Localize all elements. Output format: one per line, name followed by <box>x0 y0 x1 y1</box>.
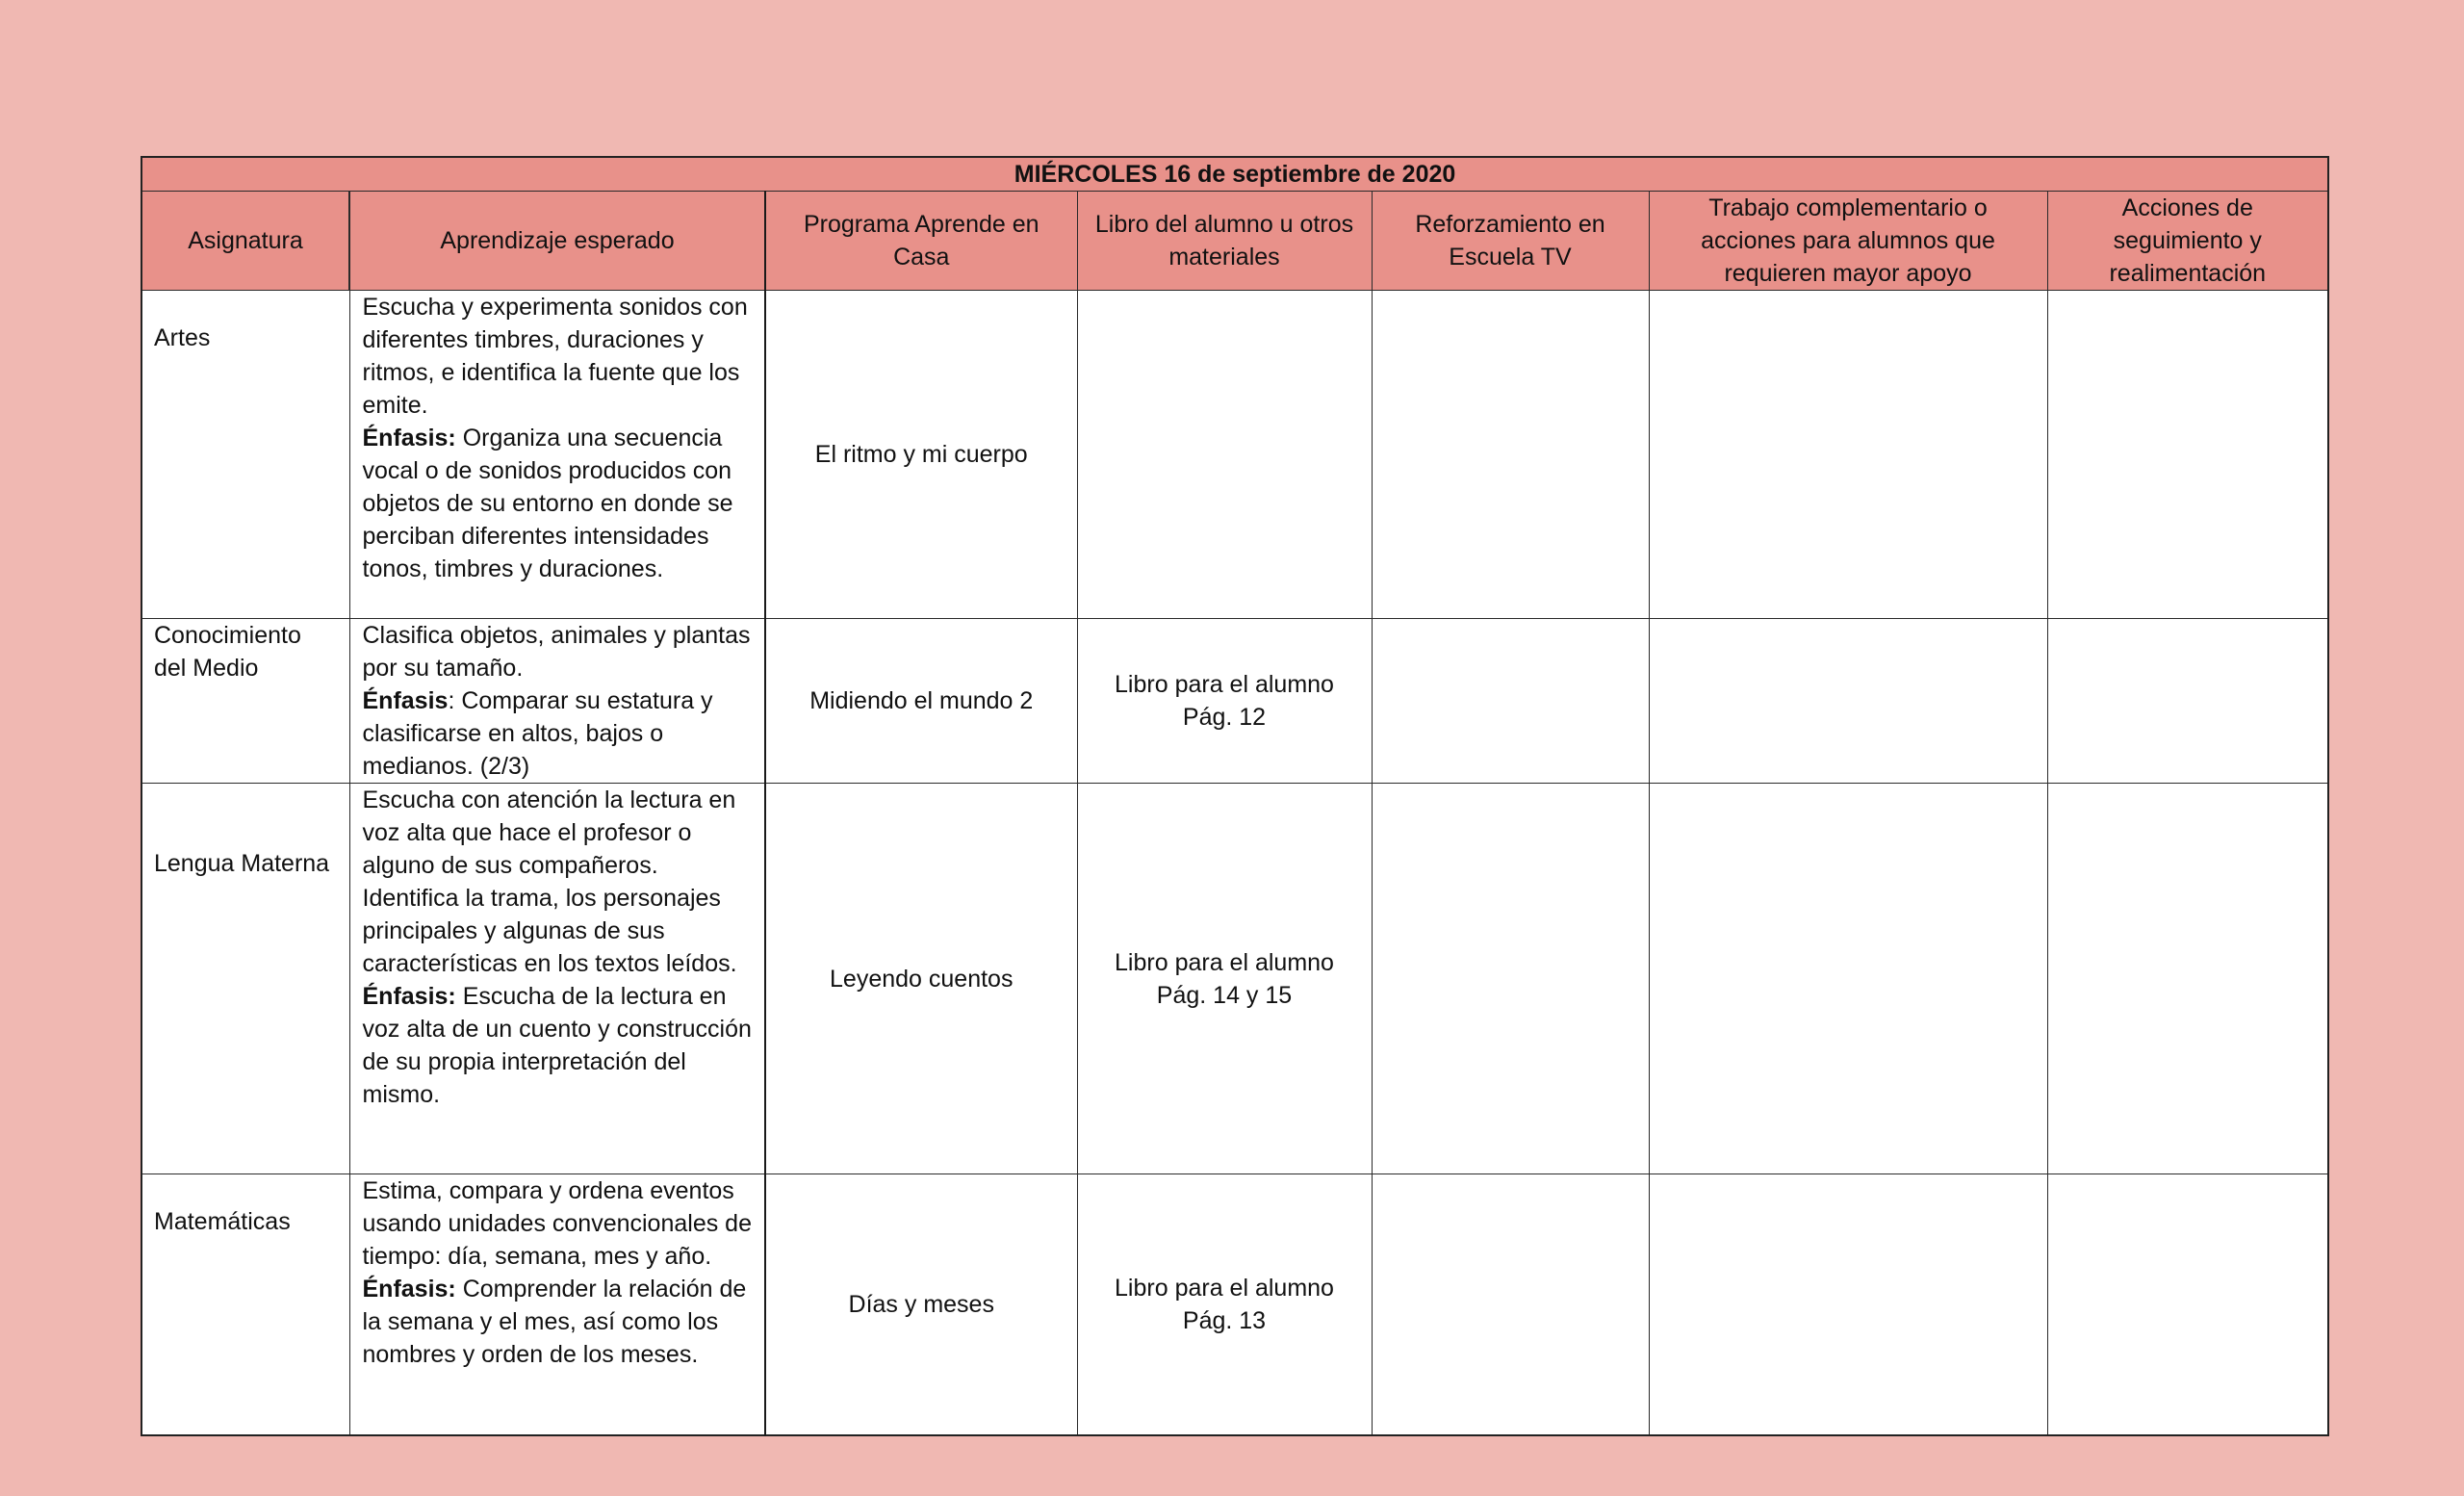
emphasis-body: Organiza una secuencia vocal o de sonidos producidos con objetos de su entorno en donde se perciban diferentes intensidades tonos, timbres y duraciones. <box>362 425 733 582</box>
emphasis-text <box>363 422 754 585</box>
emphasis-label: Énfasis: <box>362 1276 456 1303</box>
table-row <box>141 784 2328 1174</box>
book-page: Pág. 12 <box>1182 704 1267 731</box>
book-line: Libro para el alumno <box>1115 948 1334 976</box>
header-reforzamiento: Reforzamiento en Escuela TV <box>1372 192 1649 291</box>
header-row <box>141 192 2328 291</box>
reinforcement-cell <box>1372 784 1649 1174</box>
header-aprendizaje: Aprendizaje esperado <box>349 192 765 291</box>
book-cell <box>1077 784 1372 1174</box>
program-cell: Días y meses <box>765 1174 1077 1436</box>
emphasis-text <box>363 1273 754 1371</box>
reinforcement-cell <box>1372 1174 1649 1436</box>
followup-cell <box>2047 291 2328 619</box>
emphasis-body: : Comparar su estatura y clasificarse en altos, bajos o medianos. (2/3) <box>362 687 713 780</box>
table-title: MIÉRCOLES 16 de septiembre de 2020 <box>141 157 2328 192</box>
book-page: Pág. 14 y 15 <box>1156 981 1293 1009</box>
table-row <box>141 1174 2328 1436</box>
complementary-cell <box>1649 291 2047 619</box>
header-trabajo: Trabajo complementario o acciones para alumnos que requieren mayor apoyo <box>1649 192 2047 291</box>
followup-cell <box>2047 784 2328 1174</box>
header-acciones: Acciones de seguimiento y realimentación <box>2047 192 2328 291</box>
subject-cell: Artes <box>141 291 349 619</box>
reinforcement-cell <box>1372 619 1649 784</box>
complementary-cell <box>1649 784 2047 1174</box>
complementary-cell <box>1649 619 2047 784</box>
program-cell: Leyendo cuentos <box>765 784 1077 1174</box>
emphasis-body: Comprender la relación de la semana y el mes, así como los nombres y orden de los meses. <box>362 1276 747 1368</box>
followup-cell <box>2047 619 2328 784</box>
learning-cell <box>349 1174 765 1436</box>
learning-text: Estima, compara y ordena eventos usando unidades convencionales de tiempo: día, semana, mes y año. <box>362 1177 752 1270</box>
learning-text: Escucha y experimenta sonidos con diferentes timbres, duraciones y ritmos, e identifica la fuente que los emite. <box>362 294 748 419</box>
title-row <box>141 157 2328 192</box>
emphasis-label: Énfasis: <box>362 983 456 1010</box>
program-cell: El ritmo y mi cuerpo <box>765 291 1077 619</box>
emphasis-text <box>363 980 754 1111</box>
table-row <box>141 291 2328 619</box>
table-row <box>141 619 2328 784</box>
reinforcement-cell <box>1372 291 1649 619</box>
learning-text: Clasifica objetos, animales y plantas por su tamaño. <box>362 622 751 682</box>
complementary-cell <box>1649 1174 2047 1436</box>
program-cell: Midiendo el mundo 2 <box>765 619 1077 784</box>
header-libro: Libro del alumno u otros materiales <box>1077 192 1372 291</box>
header-programa: Programa Aprende en Casa <box>765 192 1077 291</box>
book-line: Libro para el alumno <box>1115 1275 1334 1302</box>
book-cell <box>1077 619 1372 784</box>
learning-cell <box>349 291 765 619</box>
subject-cell: Conocimiento del Medio <box>141 619 349 784</box>
book-cell <box>1077 1174 1372 1436</box>
emphasis-text <box>363 684 754 783</box>
emphasis-label: Énfasis: <box>362 425 456 451</box>
learning-cell <box>349 619 765 784</box>
subject-cell: Matemáticas <box>141 1174 349 1436</box>
emphasis-label: Énfasis <box>362 687 449 714</box>
header-asignatura: Asignatura <box>141 192 349 291</box>
book-page: Pág. 13 <box>1182 1307 1267 1334</box>
book-line: Libro para el alumno <box>1115 671 1334 698</box>
schedule-table <box>141 156 2329 1436</box>
subject-cell: Lengua Materna <box>141 784 349 1174</box>
followup-cell <box>2047 1174 2328 1436</box>
learning-cell <box>349 784 765 1174</box>
book-cell <box>1077 291 1372 619</box>
learning-text: Escucha con atención la lectura en voz alta que hace el profesor o alguno de sus compañeros. Identifica la trama, los personajes principales y algunas de sus características en los textos leídos. <box>362 787 737 977</box>
emphasis-body: Escucha de la lectura en voz alta de un cuento y construcción de su propia interpretación del mismo. <box>362 983 752 1108</box>
